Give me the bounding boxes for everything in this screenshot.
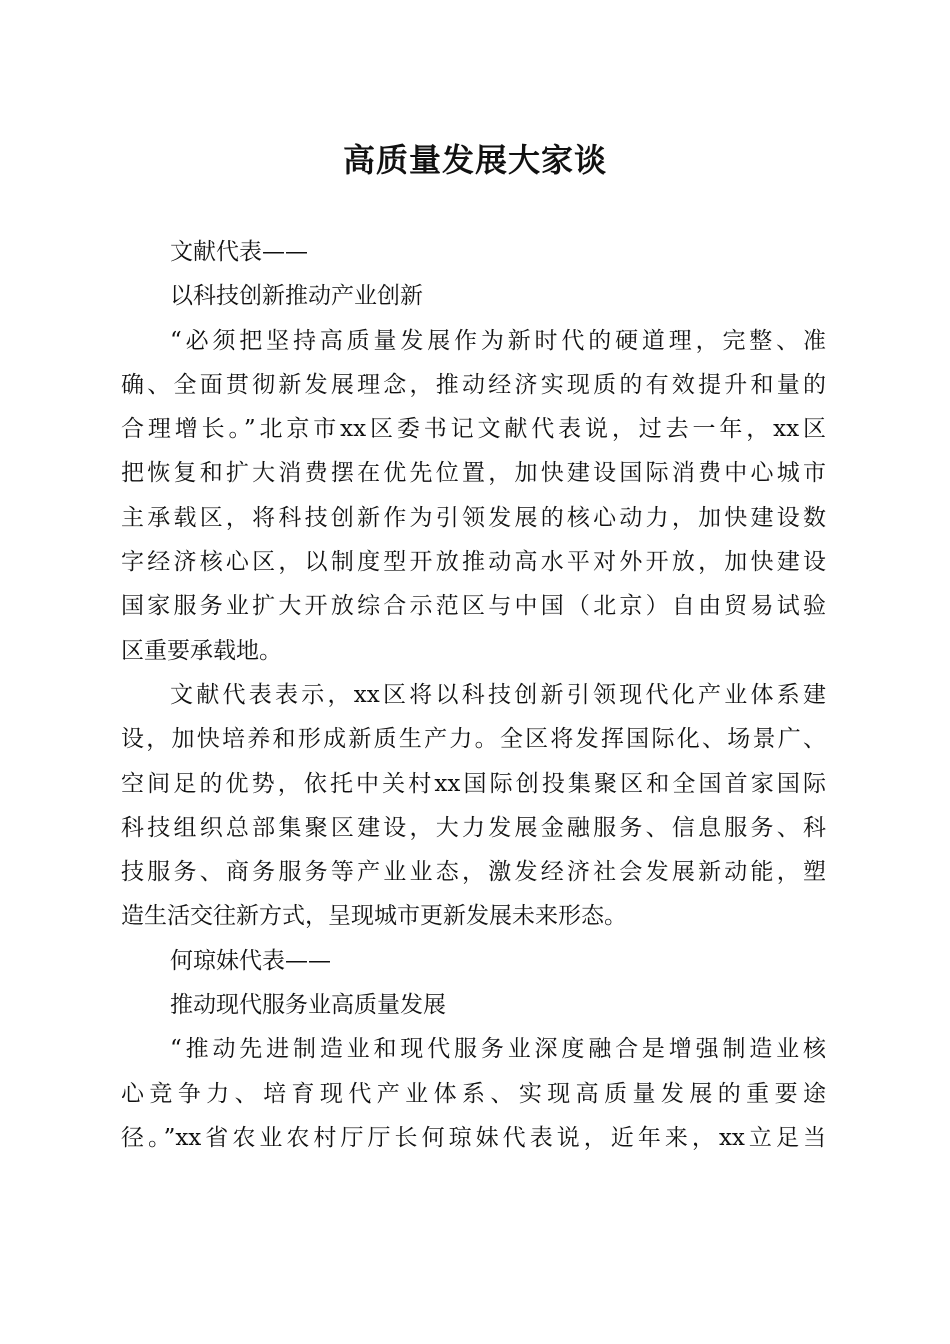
text-line: 主承载区，将科技创新作为引领发展的核心动力，加快建设数 — [121, 504, 826, 531]
text-line: 国家服务业扩大开放综合示范区与中国（北京）自由贸易试验 — [121, 593, 826, 620]
paragraph — [121, 673, 826, 939]
text-line: 合理增长。”北京市xx区委书记文献代表说，过去一年，xx区 — [121, 416, 826, 443]
paragraph — [121, 939, 826, 983]
paragraph — [121, 230, 826, 274]
text-line: 径。”xx省农业农村厅厅长何琼妹代表说，近年来，xx立足当 — [121, 1124, 826, 1151]
text-line: 文献代表表示，xx区将以科技创新引领现代化产业体系建 — [170, 681, 826, 708]
text-line: 心竞争力、培育现代产业体系、实现高质量发展的重要途 — [121, 1080, 826, 1107]
text-line: 技服务、商务服务等产业业态，激发经济社会发展新动能，塑 — [121, 859, 826, 886]
text-line: 把恢复和扩大消费摆在优先位置，加快建设国际消费中心城市 — [121, 460, 826, 487]
paragraph — [121, 983, 826, 1027]
paragraph — [121, 319, 826, 673]
paragraph — [121, 274, 826, 318]
text-line: 文献代表—— — [170, 239, 308, 265]
text-line: 以科技创新推动产业创新 — [170, 283, 423, 310]
document-body — [121, 230, 826, 1160]
text-line: “必须把坚持高质量发展作为新时代的硬道理，完整、准 — [170, 327, 826, 354]
paragraph — [121, 1027, 826, 1160]
text-line: 何琼妹代表—— — [170, 947, 331, 974]
text-line: 设，加快培养和形成新质生产力。全区将发挥国际化、场景广、 — [121, 726, 826, 753]
text-line: 空间足的优势，依托中关村xx国际创投集聚区和全国首家国际 — [121, 770, 826, 797]
text-line: 确、全面贯彻新发展理念，推动经济实现质的有效提升和量的 — [121, 371, 826, 398]
text-line: 推动现代服务业高质量发展 — [170, 992, 446, 1019]
text-line: 造生活交往新方式，呈现城市更新发展未来形态。 — [121, 903, 627, 930]
text-line: 区重要承载地。 — [121, 637, 282, 664]
text-line: “推动先进制造业和现代服务业深度融合是增强制造业核 — [170, 1036, 826, 1063]
text-line: 科技组织总部集聚区建设，大力发展金融服务、信息服务、科 — [121, 814, 826, 841]
document-title: 高质量发展大家谈 — [342, 141, 607, 179]
text-line: 字经济核心区，以制度型开放推动高水平对外开放，加快建设 — [121, 549, 826, 576]
